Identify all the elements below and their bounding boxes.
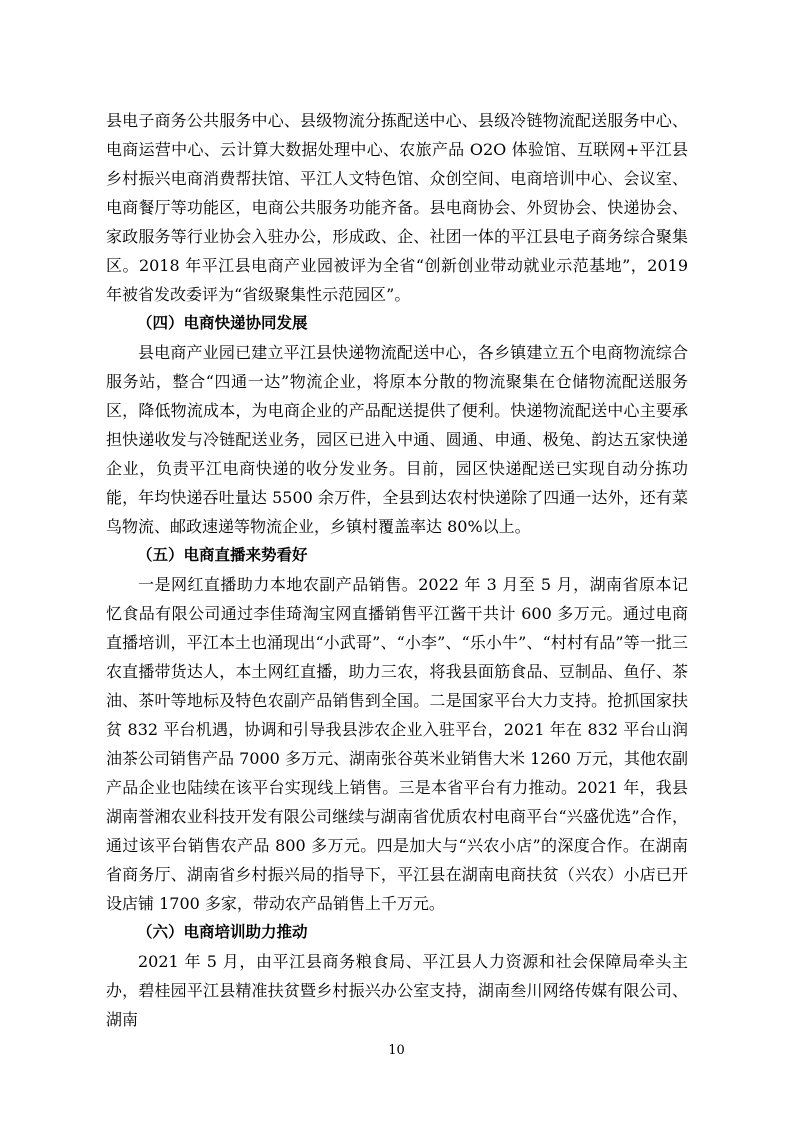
section-heading-6: （六）电商培训助力推动 [137,923,308,941]
paragraph-section-5: 一是网红直播助力本地农副产品销售。2022 年 3 月至 5 月，湖南省原本记忆食品有限公司通过李佳琦淘宝网直播销售平江酱干共计 600 多万元。通过电商直播培训，平江本土也涌现出“小武哥”、“小李”、“乐小牛”、“村村有品”等一批三农直播带货达人，本土网红直播，助力三农，将我县面筋食品、豆制品、鱼仔、茶油、茶叶等地标及特色农副产品销售到全国。二是国家平台大力支持。抢抓国家扶贫 832 平台机遇，协调和引导我县涉农企业入驻平台，2021 年在 832 平台山润油茶公司销售产品 7000 多万元、湖南张谷英米业销售大米 1260 万元，其他农副产品企业也陆续在该平台实现线上销售。三是本省平台有力推动。2021 年，我县湖南誉湘农业科技开发有限公司继续与湖南省优质农村电商平台“兴盛优选”合作，通过该平台销售农产品 800 多万元。四是加大与“兴农小店”的深度合作。在湖南省商务厅、湖南省乡村振兴局的指导下，平江县在湖南电商扶贫（兴农）小店已开设店铺 1700 多家，带动农产品销售上千万元。 [106,575,688,913]
section-heading-5: （五）电商直播来势看好 [137,546,308,564]
section-heading-4: （四）电商快递协同发展 [137,314,308,332]
paragraph-section-4: 县电商产业园已建立平江县快递物流配送中心，各乡镇建立五个电商物流综合服务站，整合“四通一达”物流企业，将原本分散的物流聚集在仓储物流配送服务区，降低物流成本，为电商企业的产品配送提供了便利。快递物流配送中心主要承担快递收发与冷链配送业务，园区已进入中通、圆通、申通、极兔、韵达五家快递企业，负责平江电商快递的收分发业务。目前，园区快递配送已实现自动分拣功能，年均快递吞吐量达 5500 余万件，全县到达农村快递除了四通一达外，还有菜鸟物流、邮政速递等物流企业，乡镇村覆盖率达 80%以上。 [106,343,688,536]
page-number: 10 [388,1043,405,1058]
paragraph-continuation: 县电子商务公共服务中心、县级物流分拣配送中心、县级冷链物流配送服务中心、电商运营中心、云计算大数据处理中心、农旅产品 O2O 体验馆、互联网+平江县乡村振兴电商消费帮扶馆、平江人文特色馆、众创空间、电商培训中心、会议室、电商餐厅等功能区，电商公共服务功能齐备。县电商协会、外贸协会、快递协会、家政服务等行业协会入驻办公，形成政、企、社团一体的平江县电子商务综合聚集区。2018 年平江县电商产业园被评为全省“创新创业带动就业示范基地”，2019 年被省发改委评为“省级聚集性示范园区”。 [106,111,688,304]
document-content [106,106,688,1034]
paragraph-section-6: 2021 年 5 月，由平江县商务粮食局、平江县人力资源和社会保障局牵头主办，碧桂园平江县精准扶贫暨乡村振兴办公室支持，湖南叁川网络传媒有限公司、湖南 [106,952,688,1029]
